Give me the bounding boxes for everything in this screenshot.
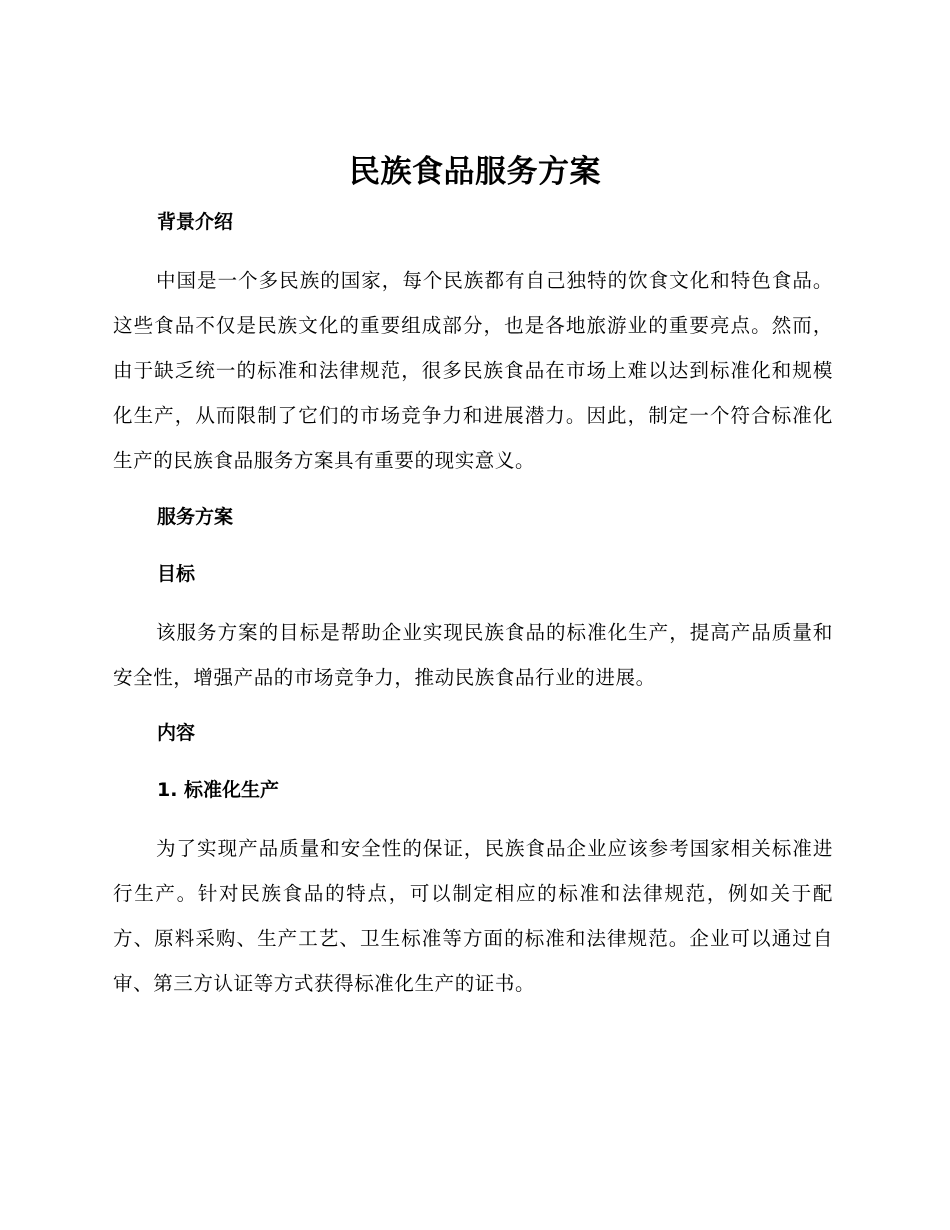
section-heading-service-plan: 服务方案 bbox=[157, 506, 234, 528]
section-heading-background: 背景介绍 bbox=[157, 211, 234, 233]
paragraph-goal: 该服务方案的目标是帮助企业实现民族食品的标准化生产，提高产品质量和安全性，增强产品的市场竞争力，推动民族食品行业的进展。 bbox=[113, 621, 833, 689]
document-title: 民族食品服务方案 bbox=[349, 154, 601, 190]
section-heading-content: 内容 bbox=[157, 722, 196, 744]
section-heading-standardized-production: 1. 标准化生产 bbox=[157, 779, 280, 801]
section-heading-goal: 目标 bbox=[157, 563, 196, 585]
paragraph-standardized-production: 为了实现产品质量和安全性的保证，民族食品企业应该参考国家相关标准进行生产。针对民族食品的特点，可以制定相应的标准和法律规范，例如关于配方、原料采购、生产工艺、卫生标准等方面的标准和法律规范。企业可以通过自审、第三方认证等方式获得标准化生产的证书。 bbox=[113, 837, 833, 995]
paragraph-background: 中国是一个多民族的国家，每个民族都有自己独特的饮食文化和特色食品。这些食品不仅是民族文化的重要组成部分，也是各地旅游业的重要亮点。然而，由于缺乏统一的标准和法律规范，很多民族食品在市场上难以达到标准化和规模化生产，从而限制了它们的市场竞争力和进展潜力。因此，制定一个符合标准化生产的民族食品服务方案具有重要的现实意义。 bbox=[113, 269, 833, 472]
